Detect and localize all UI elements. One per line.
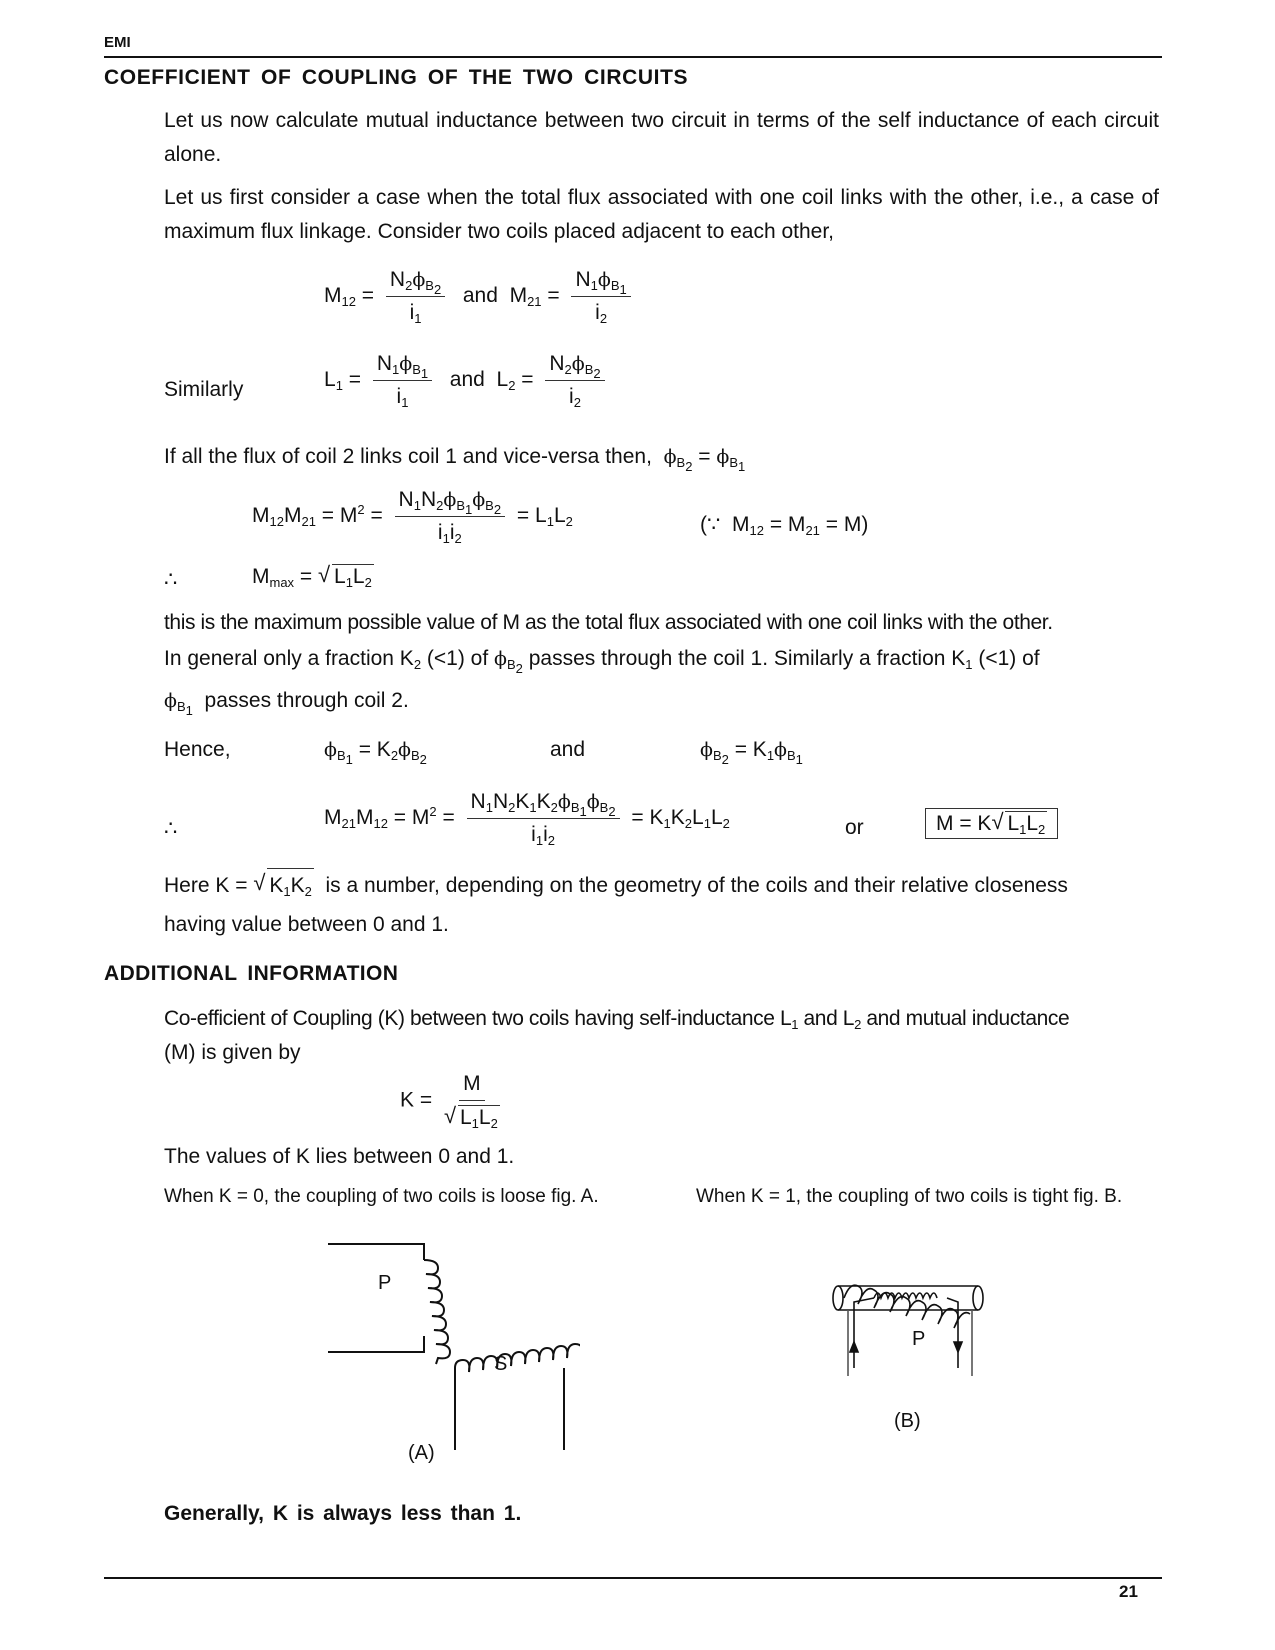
fraction-l1: $\frac{N_1\phi_{B_1}}{i_1}$ — [373, 352, 432, 409]
or-word: or — [845, 816, 864, 839]
header-rule — [104, 56, 1162, 58]
boxed-result-formula: M = K √ $L_1L_2$ — [925, 808, 1058, 839]
and-word: and — [449, 368, 485, 392]
text: Here — [164, 874, 210, 897]
text: (<1) of — [978, 647, 1040, 670]
text: Co-efficient of Coupling (K) between two coils having self-inductance L — [164, 1007, 792, 1030]
fraction-m21: $\frac{N_1\phi_{B_1}}{i_2}$ — [571, 268, 630, 325]
equation-note-m-equal: (∵ $M_{12} = M_{21} = M$) — [700, 513, 869, 538]
fraction-l2: $\frac{N_2\phi_{B_2}}{i_2}$ — [545, 352, 604, 409]
caption-k-zero: When K = 0, the coupling of two coils is loose fig. A. — [164, 1186, 599, 1207]
paragraph-k-range: having value between 0 and 1. — [164, 913, 449, 936]
footer-rule — [104, 1577, 1162, 1579]
m-max-subscript: max — [269, 575, 295, 590]
figure-b-primary-label: P — [912, 1328, 926, 1350]
m21-symbol: $M_{21}$ — [509, 284, 542, 310]
paragraph-coefficient-definition: Co-efficient of Coupling (K) between two coils having self-inductance $L_1$ and $L_2$ and mutual inductance — [164, 1007, 1070, 1032]
paragraph-fraction: In general only a fraction $K_2$ (<1) of $\phi_{B_2}$ passes through the coil 1. Similarly a fraction $K_1$ (<1) of — [164, 647, 1040, 676]
paragraph-k-definition: Here K = √ $K_1K_2$ is a number, depending on the geometry of the coils and their relative closeness — [164, 868, 1159, 903]
caption-k-one: When K = 1, the coupling of two coils is tight fig. B. — [696, 1186, 1123, 1207]
text: passes through the coil 1. Similarly a fraction K — [528, 647, 966, 670]
equation-m-squared-k: $M_{21}M_{12} = M^2$ = $\frac{N_1N_2K_1K_2\phi_{B_1}\phi_{B_2}}{i_1i_2}$ = $K_1K_2L_1L_2$ — [324, 790, 730, 848]
text: K = — [400, 1088, 433, 1112]
therefore-symbol: ∴ — [164, 817, 178, 840]
sqrt-l1l2: √ $L_1L_2$ — [318, 564, 374, 589]
figure-a-secondary-label: S — [494, 1353, 508, 1375]
figure-a-loose-coupling — [320, 1240, 580, 1460]
paragraph-flux-link-text: If all the flux of coil 2 links coil 1 and vice-versa then, — [164, 445, 652, 468]
paragraph-k-values: The values of K lies between 0 and 1. — [164, 1145, 515, 1168]
and-word: and — [462, 284, 498, 308]
paragraph-max-flux: Let us first consider a case when the total flux associated with one coil links with the other, i.e., a case of maximum flux linkage. Consider two coils placed adjacent to each other, — [164, 186, 1159, 243]
therefore-symbol: ∴ — [164, 568, 178, 591]
text: In general only a fraction K — [164, 647, 414, 670]
paragraph-flux-link: If all the flux of coil 2 links coil 1 and vice-versa then, $\phi_{B_2} = \phi_{B_1}$ — [164, 445, 746, 474]
fraction-m-squared-k: $\frac{N_1N_2K_1K_2\phi_{B_1}\phi_{B_2}}{i_1i_2}$ — [467, 790, 620, 847]
fraction-m-squared: $\frac{N_1N_2\phi_{B_1}\phi_{B_2}}{i_1i_2}$ — [395, 488, 506, 545]
text: and L — [803, 1007, 855, 1030]
equation-m-squared: $M_{12}M_{21} = M^2$ = $\frac{N_1N_2\phi_{B_1}\phi_{B_2}}{i_1i_2}$ = $L_1L_2$ — [252, 488, 573, 546]
equation-mutual-inductance: $M_{12}$ = $\frac{N_2\phi_{B_2}}{i_1}$ and $M_{21}$ = $\frac{N_1\phi_{B_1}}{i_2}$ — [324, 268, 637, 325]
figure-b-tight-coupling — [830, 1280, 990, 1400]
m-max-symbol: M — [252, 565, 270, 588]
text: is a number, depending on the geometry of the coils and their relative closeness — [325, 874, 1068, 897]
similarly-label: Similarly — [164, 378, 244, 401]
section-title-coefficient-of-coupling: COEFFICIENT OF COUPLING OF THE TWO CIRCUITS — [104, 66, 689, 89]
running-head: EMI — [104, 34, 131, 51]
equation-k-formula — [400, 1072, 506, 1130]
equation-m-max: $M_{max}$ = √ $L_1L_2$ — [252, 564, 374, 589]
paragraph-coil2: $\phi_{B_1}$ passes through coil 2. — [164, 689, 409, 718]
equation-phi-b2: $\phi_{B_2} = K_1\phi_{B_1}$ — [700, 738, 803, 767]
figure-a-caption: (A) — [408, 1442, 435, 1464]
paragraph-given-by: (M) is given by — [164, 1041, 301, 1064]
figure-b-caption: (B) — [894, 1410, 921, 1432]
fraction-m12: $\frac{N_2\phi_{B_2}}{i_1}$ — [386, 268, 445, 325]
paragraph-max-value: this is the maximum possible value of M as the total flux associated with one coil links with the other. — [164, 611, 1053, 634]
hence-label: Hence, — [164, 738, 231, 761]
figure-a-primary-label: P — [378, 1272, 392, 1294]
and-word: and — [550, 738, 586, 761]
m12-symbol: $M_{12}$ — [324, 284, 356, 310]
text: and mutual inductance — [866, 1007, 1070, 1030]
paragraph-intro: Let us now calculate mutual inductance between two circuit in terms of the self inductance of each circuit alone. — [164, 109, 1159, 166]
section-title-additional-information: ADDITIONAL INFORMATION — [104, 962, 399, 985]
conclusion-text: Generally, K is always less than 1. — [164, 1502, 522, 1525]
page-number: 21 — [1119, 1582, 1138, 1601]
fraction-k: M √ $L_1L_2$ — [444, 1072, 500, 1130]
text: (<1) of — [426, 647, 489, 670]
text: passes through coil 2. — [204, 689, 409, 712]
equation-self-inductance: $L_1$ = $\frac{N_1\phi_{B_1}}{i_1}$ and $L_2$ = $\frac{N_2\phi_{B_2}}{i_2}$ — [324, 352, 611, 409]
equation-phi-b1: $\phi_{B_1} = K_2\phi_{B_2}$ — [324, 738, 427, 767]
